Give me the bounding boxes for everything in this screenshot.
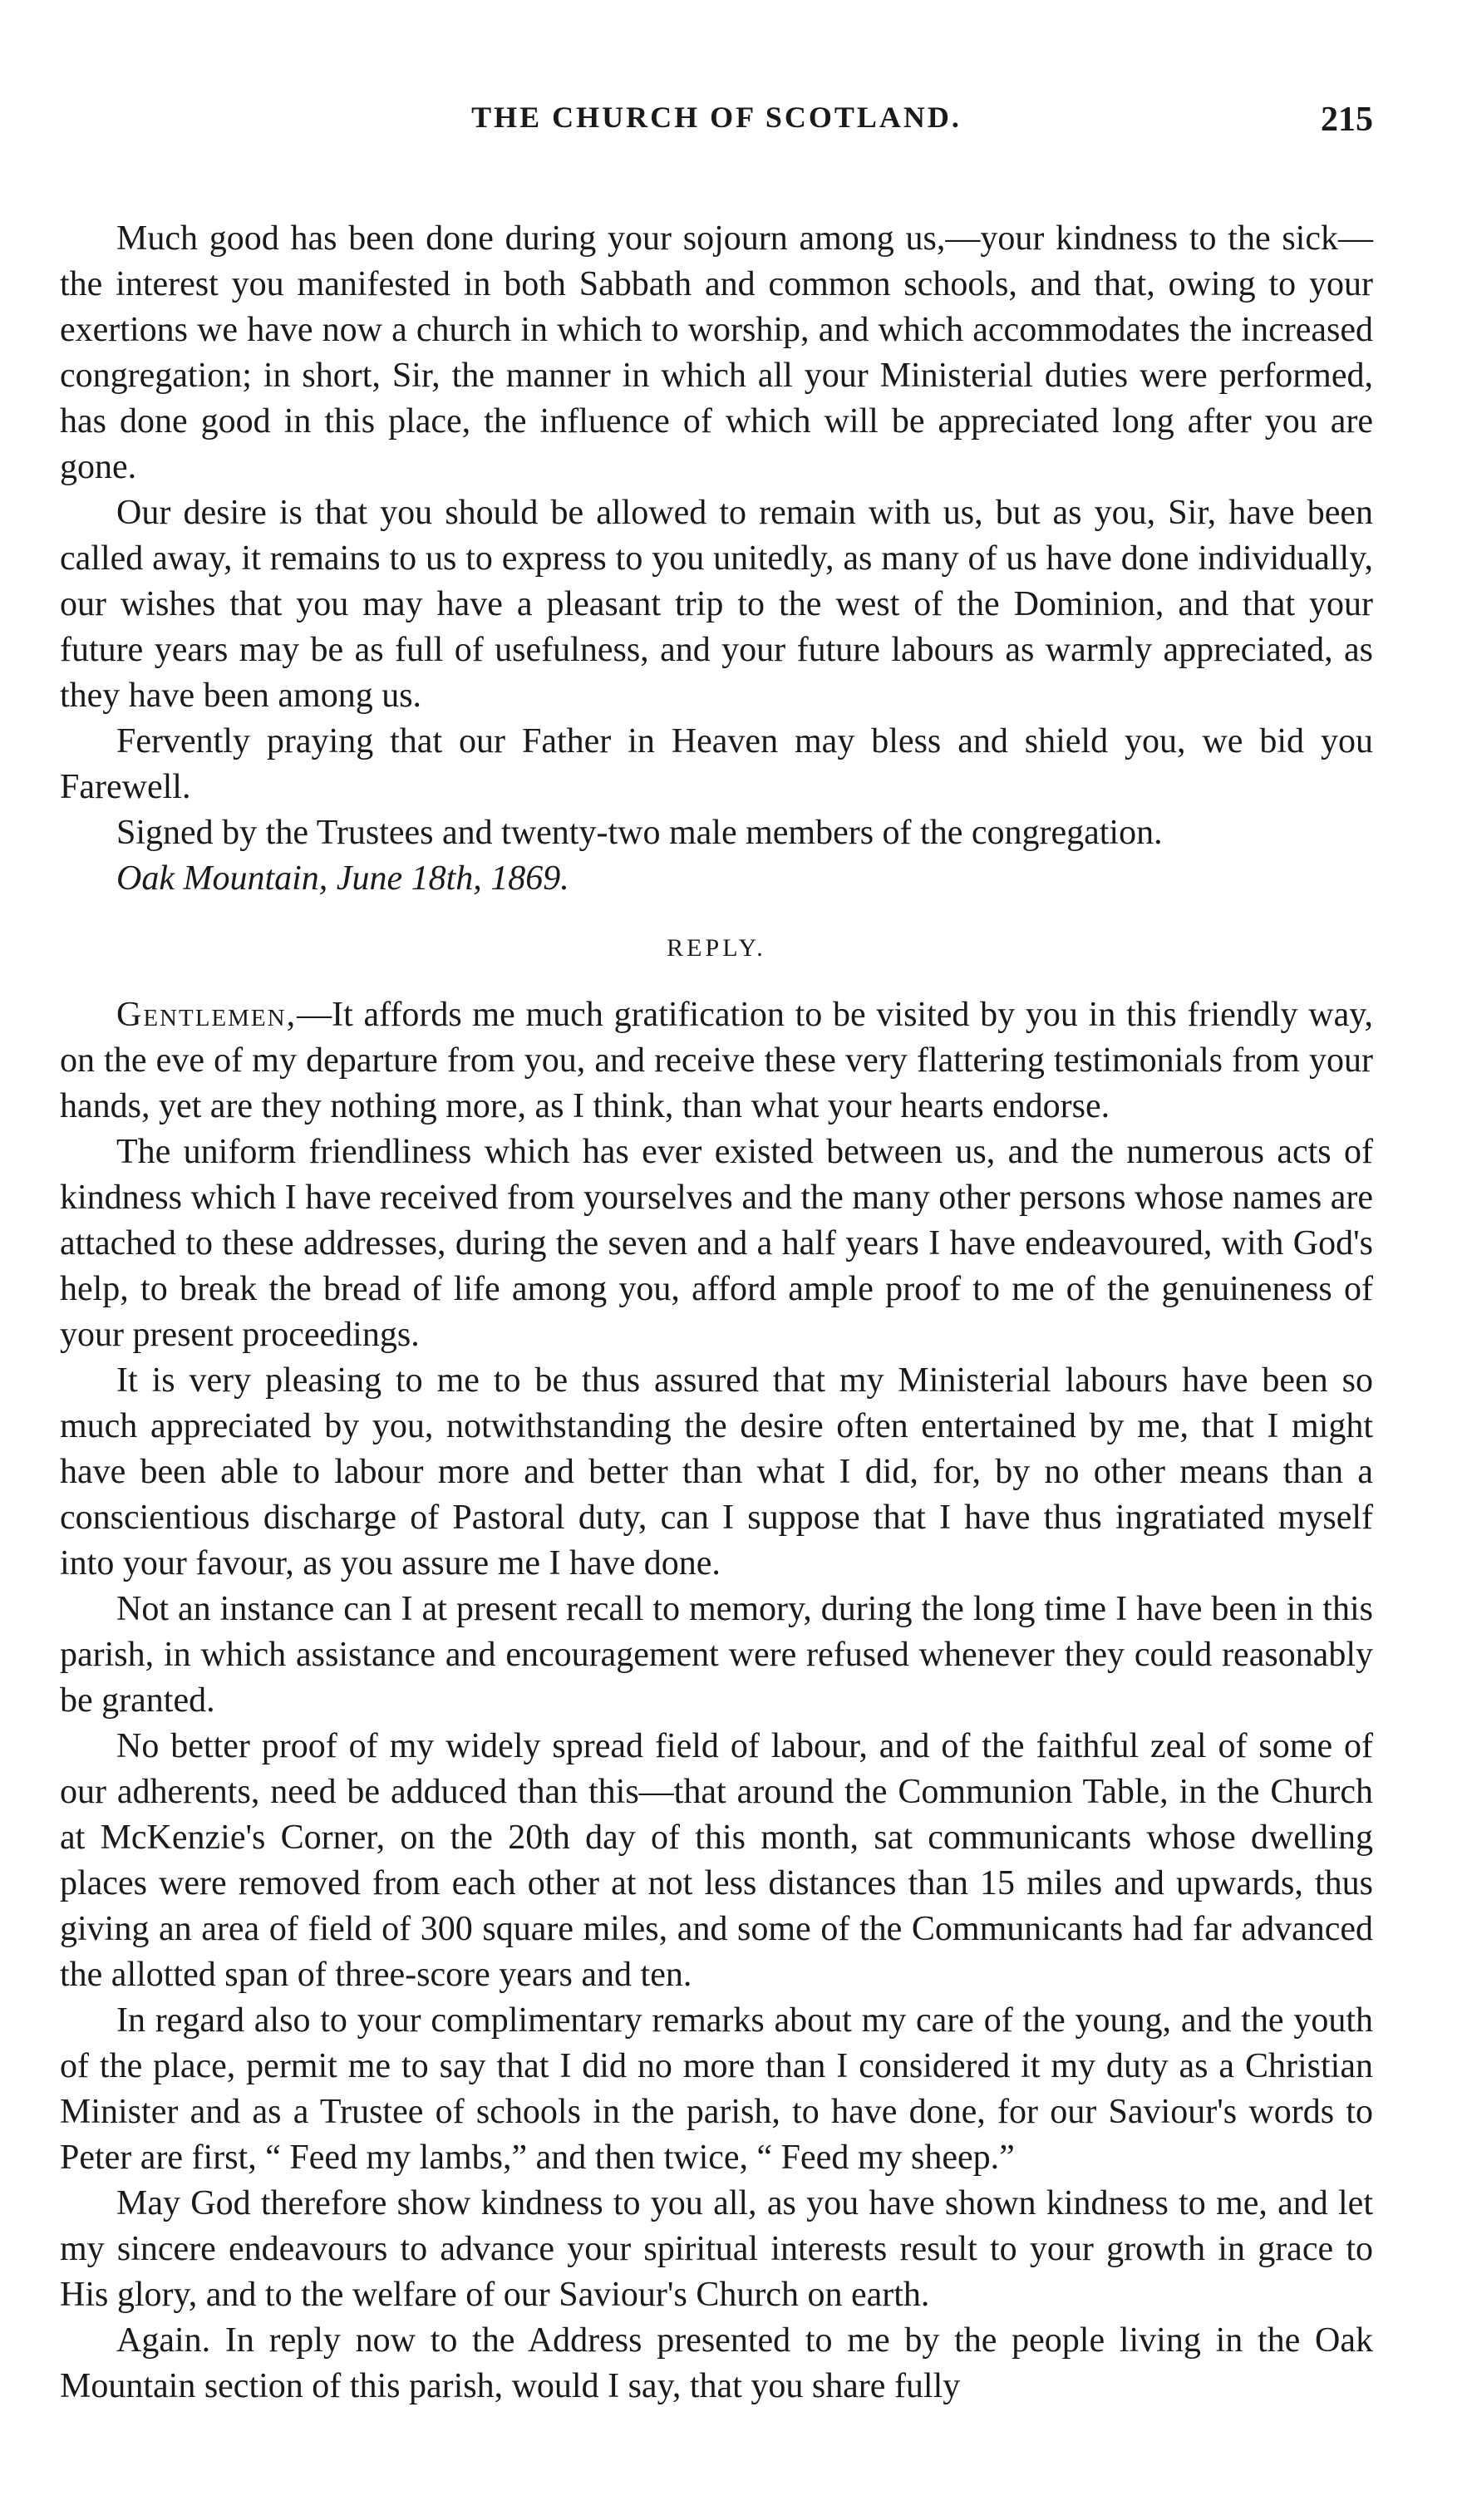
page-number: 215	[1321, 101, 1373, 139]
reply-paragraph-8: Again. In reply now to the Address presented to me by the people living in the Oak Mountain section of this parish, would I say, that you share fully	[60, 2321, 1373, 2405]
reply-paragraph-3: It is very pleasing to me to be thus assured that my Ministerial labours have been so much appreciated by you, notwithstanding the desire often entertained by me, that I might have been able to labour more and better than what I did, for, by no other means than a conscientious discharge of Pastoral duty, can I suppose that I have thus ingratiated myself into your favour, as you assure me I have done.	[60, 1361, 1373, 1582]
reply-paragraph-5: No better proof of my widely spread field of labour, and of the faithful zeal of some of our adherents, need be adduced than this—that around the Communion Table, in the Church at McKenzie's Corner, on the 20th day of this month, sat communicants whose dwelling places were removed from each other at not less distances than 15 miles and upwards, thus giving an area of field of 300 square miles, and some of the Communicants had far advanced the allotted span of three-score years and ten.	[60, 1727, 1373, 1994]
address-paragraph-1: Much good has been done during your sojourn among us,—your kindness to the sick—the interest you manifested in both Sabbath and common schools, and that, owing to your exertions we have now a church in which to worship, and which accommodates the increased congregation; in short, Sir, the manner in which all your Ministerial duties were performed, has done good in this place, the influence of which will be appreciated long after you are gone.	[60, 219, 1373, 486]
book-page	[60, 100, 1373, 2409]
reply-heading: REPLY.	[667, 934, 766, 962]
reply-text	[60, 992, 1373, 2409]
address-text	[60, 216, 1373, 902]
running-title: THE CHURCH OF SCOTLAND.	[471, 101, 962, 134]
address-paragraph-4: Signed by the Trustees and twenty-two male members of the congregation.	[116, 814, 1163, 852]
address-paragraph-3: Fervently praying that our Father in Heaven may bless and shield you, we bid you Farewell.	[60, 722, 1373, 806]
reply-paragraph-1-text: —It affords me much gratification to be visited by you in this friendly way, on the eve of my departure from you, and receive these very flattering testimonials from your hands, yet are they nothing more, as I think, than what your hearts endorse.	[60, 996, 1373, 1125]
reply-paragraph-6: In regard also to your complimentary remarks about my care of the young, and the youth of the place, permit me to say that I did no more than I considered it my duty as a Christian Minister and as a Trustee of schools in the parish, to have done, for our Saviour's words to Peter are first, “ Feed my lambs,” and then twice, “ Feed my sheep.”	[60, 2001, 1373, 2177]
salutation: Gentlemen,	[116, 996, 298, 1034]
reply-paragraph-2: The uniform friendliness which has ever existed between us, and the numerous acts of kindness which I have received from yourselves and the many other persons whose names are attached to these addresses, during the seven and a half years I have endeavoured, with God's help, to break the bread of life among you, afford ample proof to me of the genuineness of your present proceedings.	[60, 1133, 1373, 1354]
address-paragraph-2: Our desire is that you should be allowed to remain with us, but as you, Sir, have been called away, it remains to us to express to you unitedly, as many of us have done individually, our wishes that you may have a pleasant trip to the west of the Dominion, and that your future years may be as full of usefulness, and your future labours as warmly appreciated, as they have been among us.	[60, 494, 1373, 715]
reply-paragraph-7: May God therefore show kindness to you all, as you have shown kindness to me, and let my sincere endeavours to advance your spiritual interests result to your growth in grace to His glory, and to the welfare of our Saviour's Church on earth.	[60, 2184, 1373, 2314]
reply-paragraph-1	[60, 992, 1373, 1130]
reply-paragraph-4: Not an instance can I at present recall to memory, during the long time I have been in this parish, in which assistance and encouragement were refused whenever they could reasonably be granted.	[60, 1590, 1373, 1720]
dateline: Oak Mountain, June 18th, 1869.	[116, 859, 569, 898]
running-head	[60, 100, 1373, 166]
